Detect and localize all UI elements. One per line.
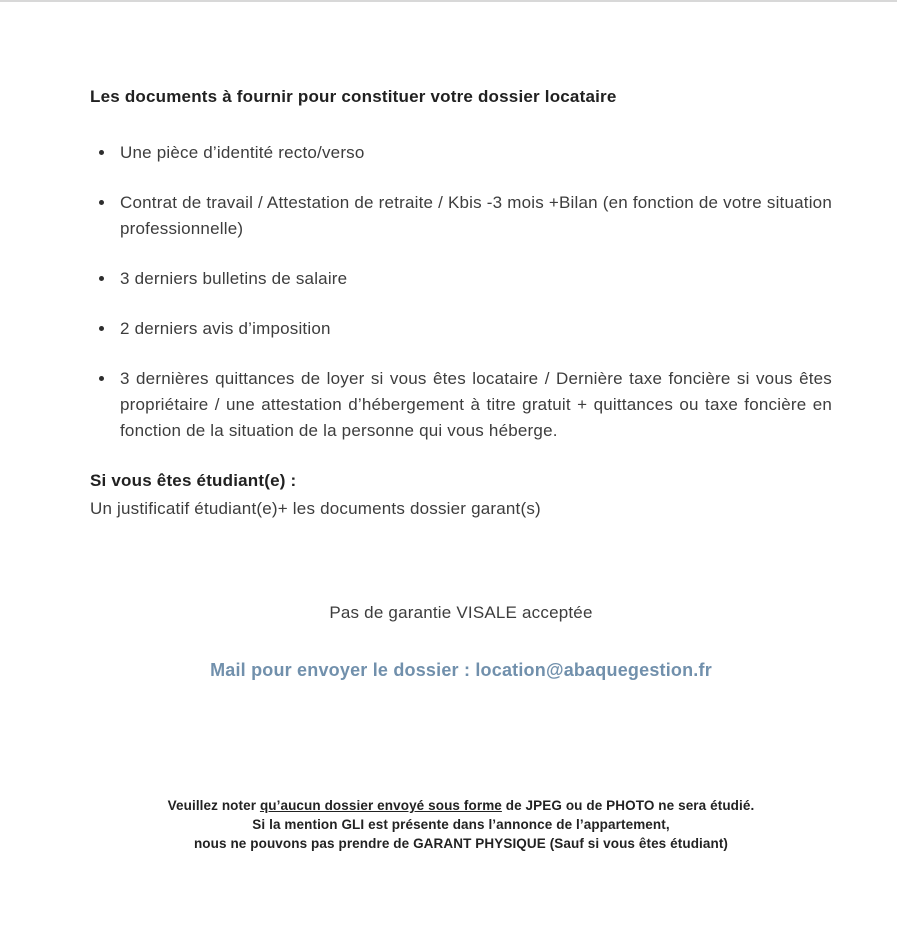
list-item-text: Une pièce d’identité recto/verso [120, 143, 365, 162]
list-item-text: 2 derniers avis d’imposition [120, 319, 331, 338]
footer-line-1-prefix: Veuillez noter [167, 798, 260, 813]
list-item [90, 140, 832, 166]
bullet-icon [99, 376, 104, 381]
list-item-text: Contrat de travail / Attestation de retraite / Kbis -3 mois +Bilan (en fonction de votre situation professionnelle) [120, 193, 832, 238]
visale-note: Pas de garantie VISALE acceptée [329, 603, 593, 622]
list-item [90, 266, 832, 292]
student-section-heading: Si vous êtes étudiant(e) : [90, 471, 297, 490]
bullet-icon [99, 200, 104, 205]
required-documents-list [90, 140, 832, 444]
footer-line-1-suffix: de JPEG ou de PHOTO ne sera étudié. [501, 798, 755, 813]
bullet-icon [99, 326, 104, 331]
footer-line-3: nous ne pouvons pas prendre de GARANT PHYSIQUE (Sauf si vous êtes étudiant) [193, 836, 729, 851]
bullet-icon [99, 150, 104, 155]
list-item-text: 3 derniers bulletins de salaire [120, 269, 348, 288]
footer-note [90, 796, 832, 853]
list-item-text: 3 dernières quittances de loyer si vous êtes locataire / Dernière taxe foncière si vous êtes propriétaire / une attestation d’hébergement à titre gratuit + quittances ou taxe foncière en fonction de la situation de la personne qui vous héberge. [120, 369, 832, 440]
footer-line-1 [90, 796, 832, 815]
list-item [90, 190, 832, 242]
list-item [90, 366, 832, 444]
student-section [90, 468, 832, 522]
bullet-icon [99, 276, 104, 281]
page-title: Les documents à fournir pour constituer votre dossier locataire [90, 87, 617, 106]
footer-line-1-underlined: qu’aucun dossier envoyé sous forme [259, 798, 502, 813]
mail-submission-note: Mail pour envoyer le dossier : location@abaquegestion.fr [210, 660, 712, 680]
student-section-text: Un justificatif étudiant(e)+ les documents dossier garant(s) [90, 499, 541, 518]
footer-line-2: Si la mention GLI est présente dans l’annonce de l’appartement, [252, 817, 670, 832]
list-item [90, 316, 832, 342]
